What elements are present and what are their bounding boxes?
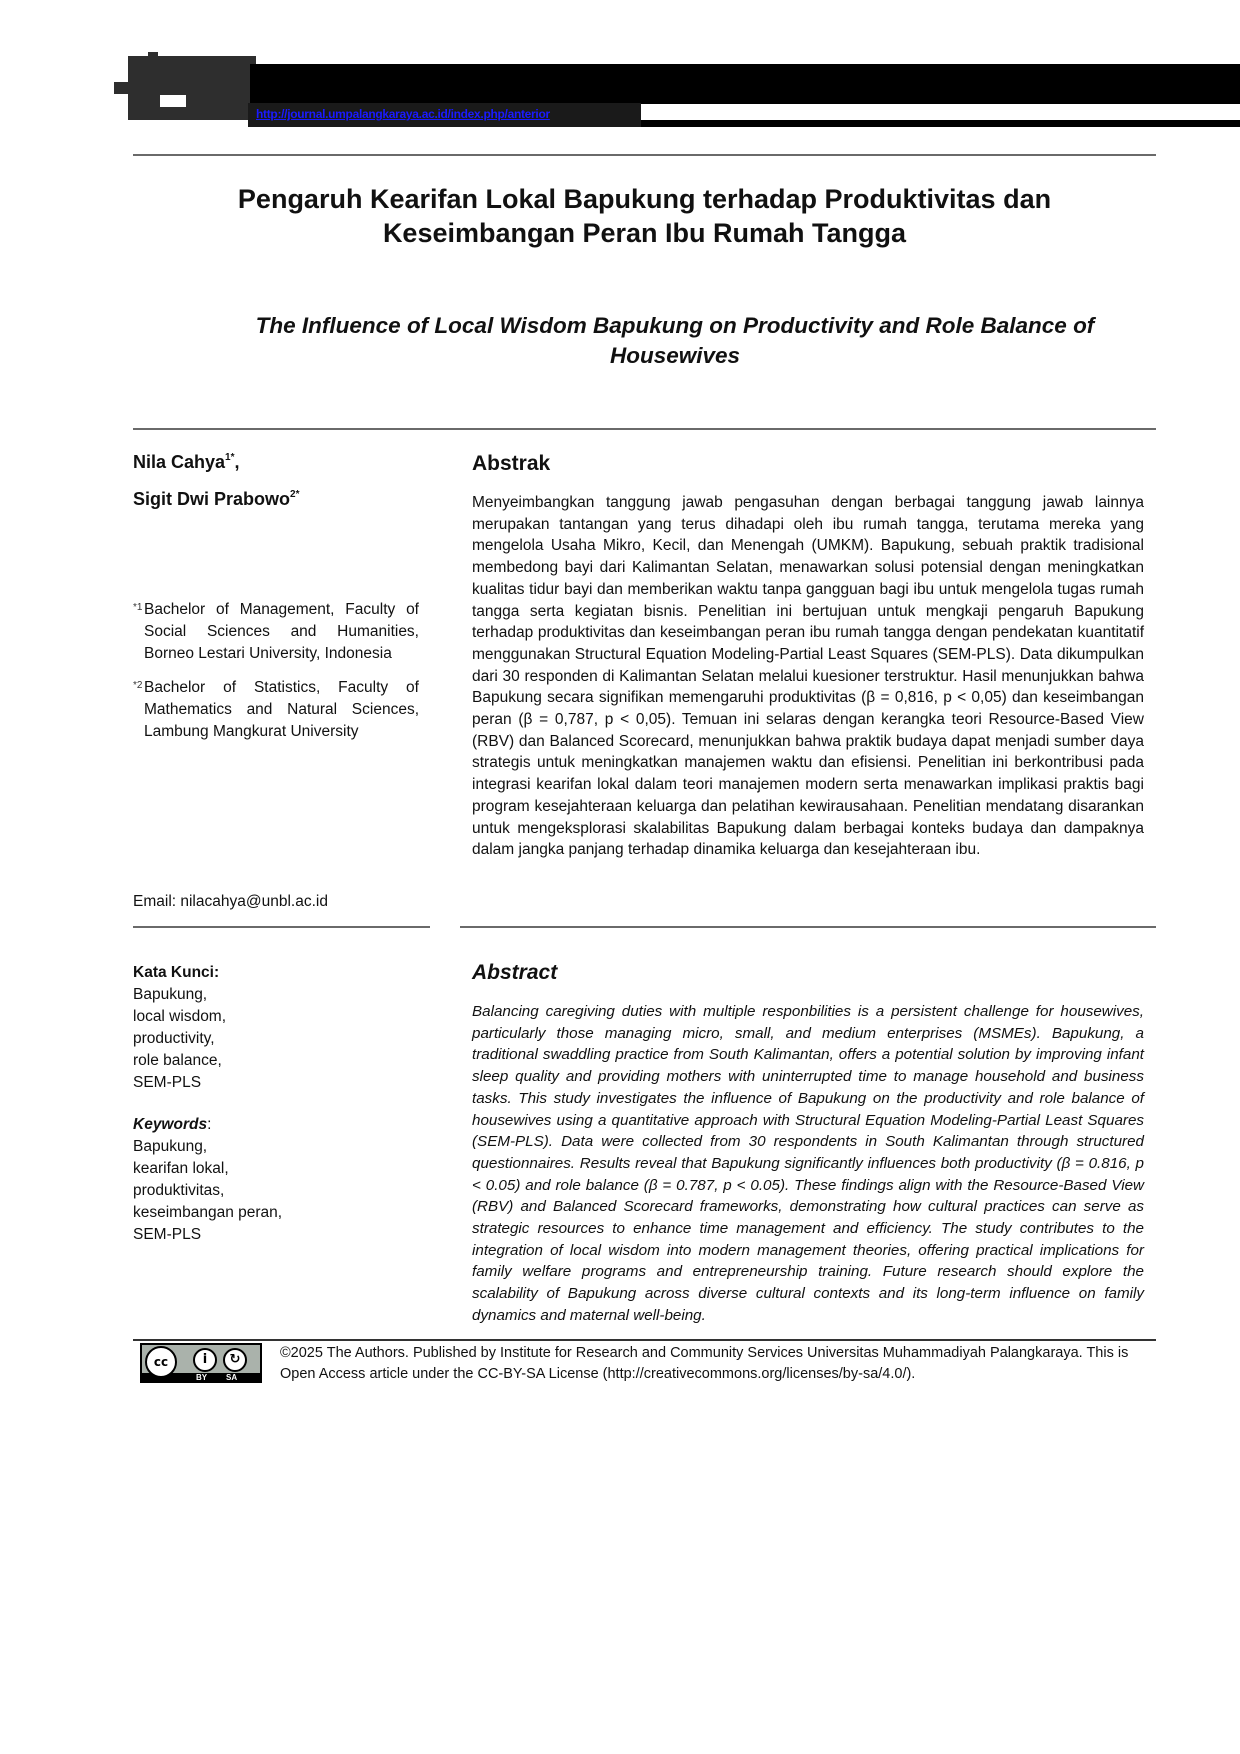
abstrak-heading: Abstrak — [472, 452, 551, 475]
abstract-body: Balancing caregiving duties with multiple responbilities is a persistent challenge for housewives, particularly those managing micro, small, and medium enterprises (MSMEs). Bapukung, a traditional swaddling practice from South Kalimantan, offers a potential solution by improving infant sleep quality and providing mothers with uninterrupted time to manage household and business tasks. This study investigates the influence of Bapukung on the productivity and role balance of housewives using a quantitative approach with Structural Equation Modeling-Partial Least Squares (SEM-PLS). Data were collected from 30 respondents in South Kalimantan through structured questionnaires. Results reveal that Bapukung significantly influences both productivity (β = 0.816, p < 0.05) and role balance (β = 0.787, p < 0.05). These findings align with the Resource-Based View (RBV) and Balanced Scorecard frameworks, demonstrating how cultural practices can serve as strategic resources to enhance time management and efficiency. The study contributes to the integration of local wisdom into modern management theories, offering practical implications for family welfare programs and entrepreneurship training. Future research should explore the scalability of Bapukung across diverse cultural contexts and its long-term influence on family dynamics and maternal well-being. — [472, 1003, 1144, 1324]
affiliation-text: Bachelor of Management, Faculty of Social Sciences and Humanities, Borneo Lestari University, Indonesia — [144, 601, 419, 662]
title-indonesian — [133, 182, 1156, 250]
keyword-item: role balance, — [133, 1052, 222, 1069]
affiliation-text: Bachelor of Statistics, Faculty of Mathematics and Natural Sciences, Lambung Mangkurat University — [144, 679, 419, 740]
title-english — [230, 311, 1120, 371]
title-divider — [133, 428, 1156, 430]
title-line: The Influence of Local Wisdom Bapukung on Productivity and Role Balance of — [255, 313, 1095, 338]
keywords-colon: : — [207, 1116, 212, 1133]
keyword-item: kearifan lokal, — [133, 1160, 229, 1177]
author-affiliation-mark: 2* — [290, 489, 300, 500]
header-divider — [133, 154, 1156, 156]
sa-label: SA — [226, 1373, 238, 1382]
cc-icon: cc — [145, 1346, 177, 1378]
journal-link-strip — [248, 103, 641, 127]
abstract-heading: Abstract — [472, 961, 558, 984]
keyword-item: productivity, — [133, 1030, 215, 1047]
left-column-divider — [133, 926, 430, 928]
attribution-icon: i — [193, 1348, 217, 1372]
keyword-item: Bapukung, — [133, 986, 208, 1003]
journal-logo-part — [114, 82, 130, 94]
author-separator: , — [234, 452, 240, 472]
kata-kunci-heading: Kata Kunci: — [133, 964, 220, 981]
keyword-item: SEM-PLS — [133, 1226, 202, 1243]
journal-link[interactable]: http://journal.umpalangkaraya.ac.id/index.php/anterior — [256, 107, 550, 121]
affiliation — [133, 677, 419, 743]
journal-logo — [128, 56, 256, 120]
author-name: Nila Cahya — [133, 452, 226, 472]
keyword-item: SEM-PLS — [133, 1074, 202, 1091]
corresponding-email: Email: nilacahya@unbl.ac.id — [133, 893, 328, 910]
author — [133, 489, 299, 510]
affiliation — [133, 599, 419, 665]
abstrak-body: Menyeimbangkan tanggung jawab pengasuhan dengan berbagai tanggung jawab lainnya merupakan tantangan yang terus dihadapi oleh ibu rumah tangga, terutama mereka yang mengelola Usaha Mikro, Kecil, dan Menengah (UMKM). Bapukung, sebuah praktik tradisional membedong bayi dari Kalimantan Selatan, menawarkan solusi potensial dengan meningkatkan kualitas tidur bayi dan memberikan waktu tanpa gangguan bagi ibu untuk mengelola tugas rumah tangga serta kegiatan bisnis. Penelitian ini bertujuan untuk mengkaji pengaruh Bapukung terhadap produktivitas dan keseimbangan peran ibu rumah tangga dengan pendekatan kuantitatif menggunakan Structural Equation Modeling-Partial Least Squares (SEM-PLS). Data dikumpulkan dari 30 responden di Kalimantan Selatan melalui kuesioner terstruktur. Hasil menunjukkan bahwa Bapukung secara signifikan memengaruhi produktivitas (β = 0,816, p < 0,05) dan keseimbangan peran (β = 0,787, p < 0,05). Temuan ini selaras dengan kerangka teori Resource-Based View (RBV) dan Balanced Scorecard, menunjukkan bahwa praktik budaya dapat menjadi sumber daya strategis untuk meningkatkan manajemen waktu dan efisiensi. Penelitian ini berkontribusi pada integrasi kearifan lokal dalam teori manajemen modern serta menawarkan implikasi praktis bagi program kesejahteraan keluarga dan pelatihan kewirausahaan. Penelitian mendatang disarankan untuk mengeksplorasi skalabilitas Bapukung dalam berbagai konteks budaya dan dampaknya dalam jangka panjang terhadap dinamika keluarga dan kesejahteraan ibu. — [472, 494, 1144, 859]
author — [133, 452, 240, 473]
affiliation-mark: *1 — [133, 602, 143, 613]
keyword-item: local wisdom, — [133, 1008, 227, 1025]
title-line: Pengaruh Kearifan Lokal Bapukung terhadap Produktivitas dan — [237, 184, 1052, 214]
affiliation-mark: *2 — [133, 680, 143, 691]
author-affiliation-mark: 1* — [225, 452, 235, 463]
keywords-heading-row — [133, 1114, 423, 1136]
keyword-item: Bapukung, — [133, 1138, 208, 1155]
license-text: ©2025 The Authors. Published by Institute for Research and Community Services Universitas Muhammadiyah Palangkaraya. This is Open Access article under the CC-BY-SA License (http://creativecommons.org/licenses/by-sa/4.0/). — [280, 1345, 1129, 1382]
journal-logo-part — [160, 95, 186, 107]
keyword-item: keseimbangan peran, — [133, 1204, 283, 1221]
right-column-divider — [460, 926, 1156, 928]
author-name: Sigit Dwi Prabowo — [133, 489, 291, 509]
title-line: Keseimbangan Peran Ibu Rumah Tangga — [382, 218, 907, 248]
by-label: BY — [196, 1373, 208, 1382]
kata-kunci-block — [133, 962, 423, 1246]
title-line: Housewives — [609, 343, 741, 368]
cc-by-sa-badge — [140, 1343, 262, 1383]
share-alike-icon: ↻ — [223, 1348, 247, 1372]
license-divider — [133, 1339, 1156, 1341]
keywords-heading: Keywords — [133, 1116, 208, 1133]
keyword-item: produktivitas, — [133, 1182, 225, 1199]
header-bar — [250, 64, 1240, 104]
